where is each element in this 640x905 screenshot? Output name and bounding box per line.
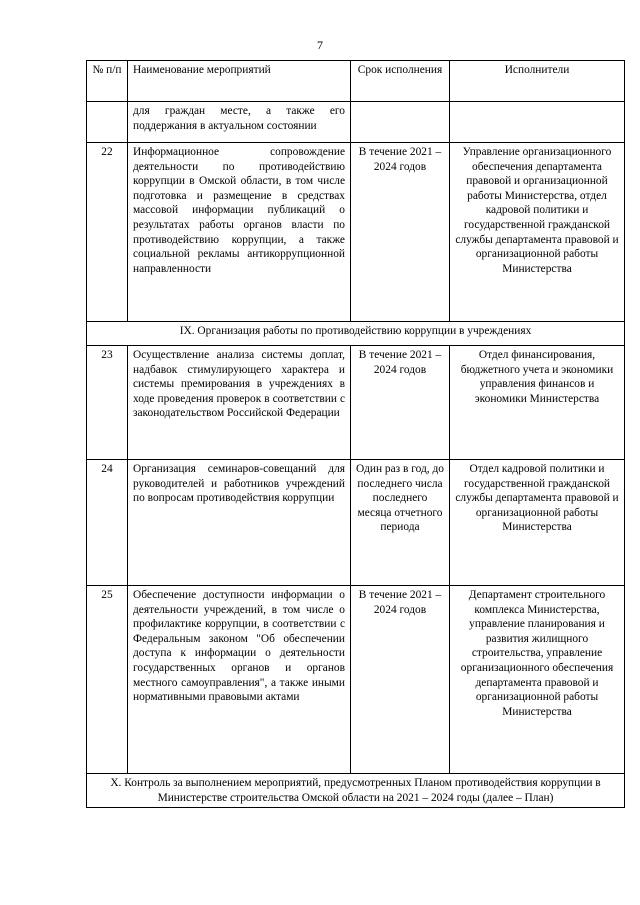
table-row — [87, 460, 625, 586]
row-term: В течение 2021 – 2024 годов — [351, 586, 450, 774]
measures-table — [86, 60, 625, 808]
row-num: 25 — [87, 586, 128, 774]
header-num: № п/п — [87, 61, 128, 102]
row-name: Осуществление анализа системы доплат, надбавок стимулирующего характера и системы премирования в учреждениях в ходе проведения проверок в соответствии с законодательством Российской Федерации — [128, 346, 351, 460]
header-term: Срок исполнения — [351, 61, 450, 102]
row-num: 24 — [87, 460, 128, 586]
row-term: В течение 2021 – 2024 годов — [351, 143, 450, 322]
section-heading-row — [87, 774, 625, 808]
row-executors: Отдел кадровой политики и государственной гражданской службы департамента правовой и организационной работы Министерства — [450, 460, 625, 586]
section-heading-row — [87, 322, 625, 346]
table-row — [87, 346, 625, 460]
header-name: Наименование мероприятий — [128, 61, 351, 102]
table-row — [87, 143, 625, 322]
row-executors: Управление организационного обеспечения департамента правовой и организационной работы Министерства, отдел кадровой политики и государственной гражданской службы департамента правовой и организационной работы Министерства — [450, 143, 625, 322]
table-row — [87, 102, 625, 143]
row-name: Организация семинаров-совещаний для руководителей и работников учреждений по вопросам противодействия коррупции — [128, 460, 351, 586]
row-num — [87, 102, 128, 143]
row-name: Информационное сопровождение деятельности по противодействию коррупции в Омской области, в том числе подготовка и размещение в средствах массовой информации публикаций о результатах работы органов власти по противодействию коррупции, а также социальной рекламы антикоррупционной направленности — [128, 143, 351, 322]
table-header-row — [87, 61, 625, 102]
page-number: 7 — [317, 38, 323, 52]
row-term: В течение 2021 – 2024 годов — [351, 346, 450, 460]
row-name: Обеспечение доступности информации о деятельности учреждений, в том числе о профилактике коррупции, в соответствии с Федеральным законом "Об обеспечении доступа к информации о деятельности государственных органов и органов местного самоуправления", а также иными нормативными правовыми актами — [128, 586, 351, 774]
header-executors: Исполнители — [450, 61, 625, 102]
row-executors: Отдел финансирования, бюджетного учета и экономики управления финансов и экономики Министерства — [450, 346, 625, 460]
row-name: для граждан месте, а также его поддержания в актуальном состоянии — [128, 102, 351, 143]
row-term — [351, 102, 450, 143]
row-num: 22 — [87, 143, 128, 322]
row-executors — [450, 102, 625, 143]
row-term: Один раз в год, до последнего числа последнего месяца отчетного периода — [351, 460, 450, 586]
section-heading: IX. Организация работы по противодействию коррупции в учреждениях — [87, 322, 625, 346]
row-num: 23 — [87, 346, 128, 460]
section-heading: X. Контроль за выполнением мероприятий, предусмотренных Планом противодействия коррупции в Министерстве строительства Омской области на 2021 – 2024 годы (далее – План) — [87, 774, 625, 808]
row-executors: Департамент строительного комплекса Министерства, управление планирования и развития жилищного строительства, управление организационного обеспечения департамента правовой и организационной работы Министерства — [450, 586, 625, 774]
table-row — [87, 586, 625, 774]
